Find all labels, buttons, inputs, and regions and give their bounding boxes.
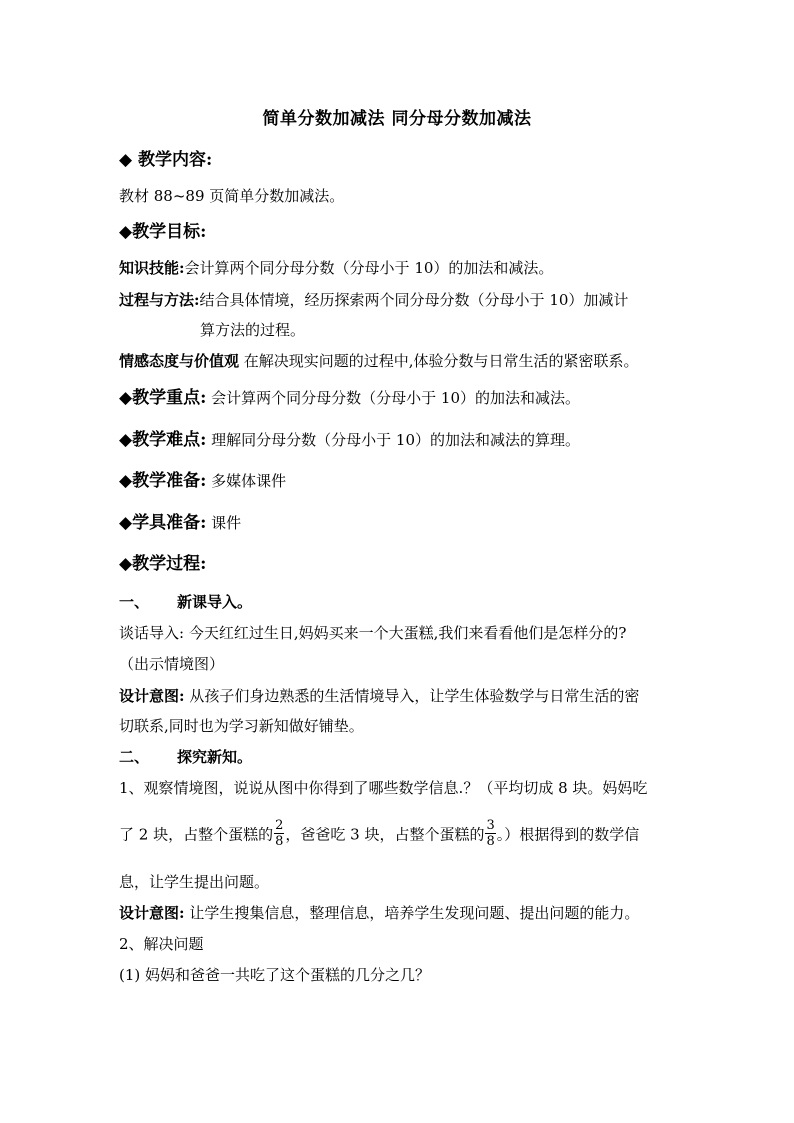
fraction-2-8: $\frac{2}{8}$ (275, 818, 284, 849)
page-title: 简单分数加减法 同分母分数加减法 (262, 109, 532, 129)
diamond-icon: ◆ (119, 471, 133, 491)
goal-emotion: 情感态度与价值观 在解决现实问题的过程中,体验分数与日常生活的紧密联系。 (119, 352, 639, 370)
part2-design: 设计意图: 让学生搜集信息，整理信息，培养学生发现问题、提出问题的能力。 (119, 904, 640, 922)
diamond-icon: ◆ (119, 150, 133, 170)
goal-knowledge: 知识技能:会计算两个同分母分数（分母小于 10）的加法和减法。 (119, 259, 554, 277)
diamond-icon: ◆ (119, 430, 133, 450)
part2-item1-line3: 息，让学生提出问题。 (119, 873, 270, 891)
part2-item2: 2、解决问题 (119, 935, 204, 953)
section-content-heading: ◆ 教学内容: (119, 150, 213, 170)
part1-intro: 谈话导入: 今天红红过生日,妈妈买来一个大蛋糕,我们来看看他们是怎样分的? (119, 624, 627, 642)
diamond-icon: ◆ (119, 513, 133, 533)
part1-design: 设计意图: 从孩子们身边熟悉的生活情境导入，让学生体验数学与日常生活的密 (119, 687, 640, 705)
part2-item1-line1: 1、观察情境图，说说从图中你得到了哪些数学信息.？（平均切成 8 块。妈妈吃 (119, 779, 648, 797)
part1-design-cont: 切联系,同时也为学习新知做好铺垫。 (119, 717, 364, 735)
diamond-icon: ◆ (119, 388, 133, 408)
section-key: ◆教学重点: 会计算两个同分母分数（分母小于 10）的加法和减法。 (119, 388, 580, 408)
part2-question1: (1) 妈妈和爸爸一共吃了这个蛋糕的几分之几？ (119, 966, 431, 984)
diamond-icon: ◆ (119, 222, 133, 242)
fraction-3-8: $\frac{3}{8}$ (486, 818, 495, 849)
section-process-heading: ◆教学过程: (119, 554, 207, 574)
diamond-icon: ◆ (119, 554, 133, 574)
section-goals-heading: ◆教学目标: (119, 222, 207, 242)
part2-item1-line2: 了 2 块，占整个蛋糕的 $\frac{2}{8}$ ，爸爸吃 3 块，占整个蛋糕的 $\frac{3}{8}$ 。）根据得到的数学信 (119, 818, 640, 849)
goal-process: 过程与方法:结合具体情境，经历探索两个同分母分数（分母小于 10）加减计 (119, 291, 629, 309)
part1-show: （出示情境图） (119, 655, 225, 673)
section-student-prep: ◆学具准备: 课件 (119, 513, 242, 533)
section-teacher-prep: ◆教学准备: 多媒体课件 (119, 471, 287, 491)
content-text: 教材 88~89 页简单分数加减法。 (119, 187, 345, 205)
section-difficulty: ◆教学难点: 理解同分母分数（分母小于 10）的加法和减法的算理。 (119, 430, 580, 450)
part1-heading: 一、 新课导入。 (119, 593, 253, 611)
part2-heading: 二、 探究新知。 (119, 748, 253, 766)
goal-process-cont: 算方法的过程。 (200, 321, 306, 339)
